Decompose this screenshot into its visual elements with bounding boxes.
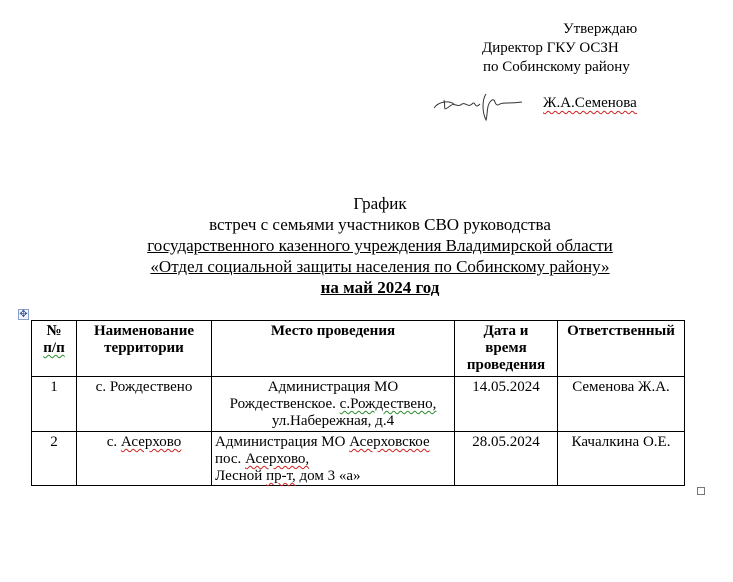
document-title <box>0 193 733 298</box>
cell-number: 1 <box>32 377 77 432</box>
signatory-name: Ж.А.Семенова <box>543 95 637 111</box>
signature-row <box>430 90 660 122</box>
table-resize-handle[interactable] <box>697 487 705 495</box>
cell-date: 14.05.2024 <box>455 377 558 432</box>
title-line-3: государственного казенного учреждения Владимирской области <box>147 236 613 255</box>
cell-place: Администрация МО Рождественское. с.Рождествено, ул.Набережная, д.4 <box>212 377 455 432</box>
approval-position: Директор ГКУ ОСЗН <box>482 40 619 56</box>
cell-place: Администрация МО Асерховское пос. Асерхово, Лесной пр-т, дом 3 «а» <box>212 432 455 486</box>
title-line-1: График <box>353 194 407 213</box>
schedule-table <box>31 320 685 486</box>
approval-department: по Собинскому району <box>483 59 630 75</box>
approval-heading: Утверждаю <box>563 21 638 37</box>
cell-number: 2 <box>32 432 77 486</box>
signature-icon <box>430 90 530 122</box>
header-place: Место проведения <box>212 321 455 377</box>
cell-date: 28.05.2024 <box>455 432 558 486</box>
approval-block <box>480 20 650 77</box>
table-row <box>32 377 685 432</box>
title-line-4: «Отдел социальной защиты населения по Собинскому району» <box>150 257 610 276</box>
table-move-handle-icon[interactable]: ✥ <box>19 309 28 320</box>
title-line-2: встреч с семьями участников СВО руководства <box>209 215 551 234</box>
header-territory: Наименование территории <box>77 321 212 377</box>
title-period: на май 2024 год <box>320 278 440 297</box>
cell-responsible: Качалкина О.Е. <box>558 432 685 486</box>
table-row <box>32 432 685 486</box>
header-number: № п/п <box>32 321 77 377</box>
header-date: Дата и время проведения <box>455 321 558 377</box>
table-header-row <box>32 321 685 377</box>
cell-territory: с. Рождествено <box>77 377 212 432</box>
cell-responsible: Семенова Ж.А. <box>558 377 685 432</box>
header-responsible: Ответственный <box>558 321 685 377</box>
cell-territory: с. Асерхово <box>77 432 212 486</box>
